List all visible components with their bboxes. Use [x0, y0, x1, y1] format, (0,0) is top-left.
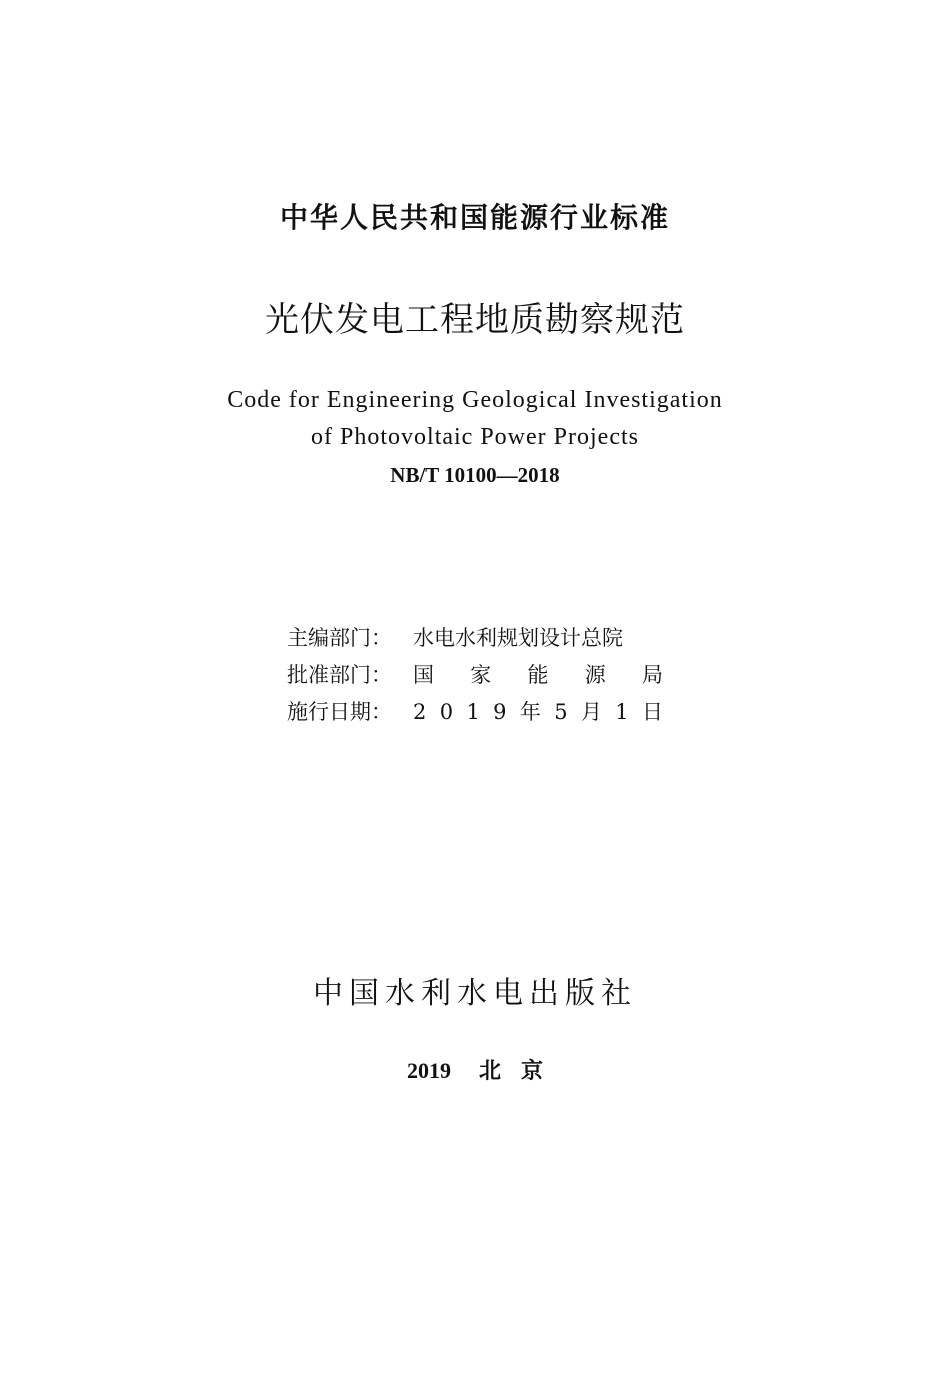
- document-title-english-line-2: of Photovoltaic Power Projects: [311, 424, 639, 450]
- editor-row: [287, 620, 677, 657]
- document-title-chinese: 光伏发电工程地质勘察规范: [265, 300, 685, 340]
- date-char: 1: [615, 700, 629, 724]
- approver-char: 国: [413, 663, 434, 687]
- editor-label: 主编部门：: [287, 626, 392, 650]
- document-title-english-line-1: Code for Engineering Geological Investigation: [227, 387, 723, 413]
- effective-date-row: [287, 694, 677, 731]
- approver-char: 局: [642, 663, 663, 687]
- publication-year-place: [0, 1054, 950, 1088]
- publication-city-char: 京: [521, 1058, 544, 1083]
- approver-row: [287, 657, 677, 694]
- effective-date-label: 施行日期：: [287, 700, 392, 724]
- editor-value: [413, 620, 663, 657]
- issuance-info: [287, 620, 677, 731]
- date-char: 2: [413, 700, 427, 724]
- date-char: 9: [493, 700, 507, 724]
- standard-category: 中华人民共和国能源行业标准: [279, 201, 670, 234]
- publication-year: 2019: [406, 1058, 451, 1083]
- date-char: 日: [642, 700, 663, 724]
- date-char: 月: [580, 700, 602, 724]
- date-char: 1: [466, 700, 480, 724]
- effective-date-value: [413, 694, 663, 731]
- approver-char: 源: [584, 663, 606, 687]
- date-char: 年: [519, 700, 541, 724]
- date-char: 5: [554, 700, 568, 724]
- approver-char: 家: [470, 663, 492, 687]
- date-char: 0: [439, 700, 454, 724]
- publication-city-char: 北: [478, 1058, 501, 1083]
- approver-char: 能: [527, 663, 549, 687]
- standard-code: NB/T 10100—2018: [390, 463, 560, 487]
- approver-value: [413, 657, 663, 694]
- approver-label: 批准部门：: [287, 663, 392, 687]
- editor-value-text: 水电水利规划设计总院: [413, 626, 623, 650]
- publisher-name: 中国水利水电出版社: [313, 976, 637, 1011]
